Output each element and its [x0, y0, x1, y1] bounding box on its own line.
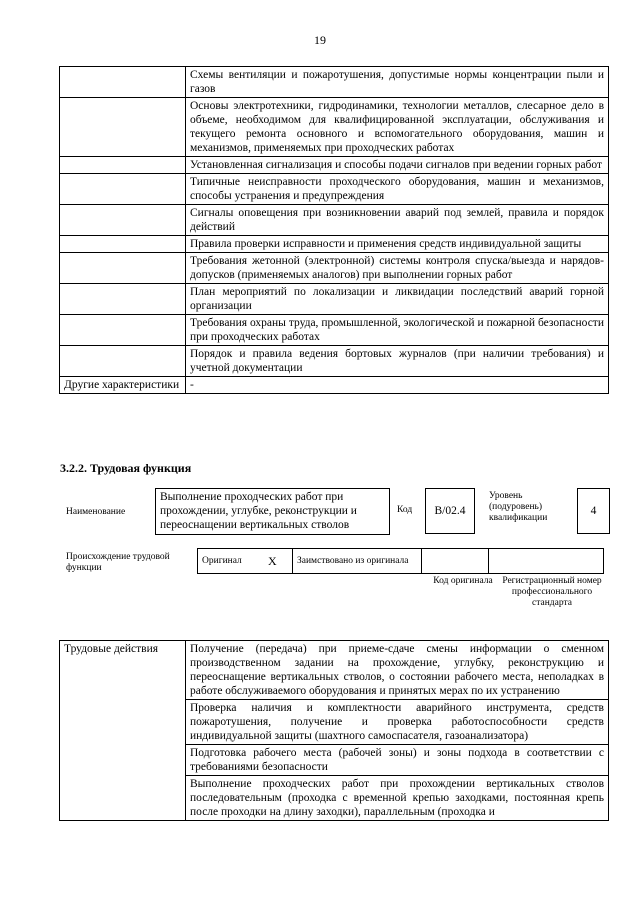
row-text: Схемы вентиляции и пожаротушения, допустимые нормы концентрации пыли и газов — [186, 67, 609, 98]
qualification-level-label: Уровень (подуровень) квалификации — [489, 491, 548, 523]
row-text: Требования жетонной (электронной) системы контроля спуска/выезда и нарядов-допусков (применяемых аналогов) при выполнении горных работ — [186, 253, 609, 284]
original-label: Оригинал — [198, 549, 265, 574]
borrowed-label: Заимствовано из оригинала — [293, 549, 422, 574]
table-row — [60, 641, 609, 700]
function-code-label: Код — [397, 505, 413, 515]
labor-action-item: Выполнение проходческих работ при прохождении вертикальных стволов последовательным (проходка с временной крепью заходками, постоянная крепь после проходки на длину заходки), параллельным (проходка и — [186, 776, 609, 821]
origin-label: Происхождение трудовой функции — [66, 552, 170, 573]
row-text: Порядок и правила ведения бортовых журналов (при наличии требования) и учетной документации — [186, 346, 609, 377]
function-name-label: Наименование — [66, 507, 126, 517]
row-text: Типичные неисправности проходческого оборудования, машин и механизмов, способы устранения и предупреждения — [186, 174, 609, 205]
function-name-value: Выполнение проходческих работ при прохождении, углубке, реконструкции и переоснащении вертикальных стволов — [155, 488, 390, 535]
function-code-value: В/02.4 — [425, 488, 475, 534]
section-title: 3.2.2. Трудовая функция — [60, 461, 192, 475]
row-label: Другие характеристики — [60, 377, 186, 394]
original-mark: X — [264, 549, 293, 574]
registration-number-caption: Регистрационный номер профессионального стандарта — [502, 576, 602, 608]
labor-actions-label: Трудовые действия — [60, 641, 186, 821]
labor-action-item: Получение (передача) при приеме-сдаче смены информации о сменном производственном задании на прохождение, углубку, реконструкцию и переоснащение вертикальных стволов, о состоянии рабочего места, неполадках в работе обслуживаемого оборудования и принятых мерах по их устранению — [186, 641, 609, 700]
row-text: Требования охраны труда, промышленной, экологической и пожарной безопасности при проходческих работах — [186, 315, 609, 346]
row-text: Сигналы оповещения при возникновении аварий под землей, правила и порядок действий — [186, 205, 609, 236]
labor-action-item: Проверка наличия и комплектности аварийного инструмента, средств пожаротушения, получение и проверка работоспособности средств индивидуальной защиты (шахтного самоспасателя, газоанализатора) — [186, 700, 609, 745]
original-code-caption: Код оригинала — [433, 576, 493, 586]
row-text: Правила проверки исправности и применения средств индивидуальной защиты — [186, 236, 609, 253]
row-text: Установленная сигнализация и способы подачи сигналов при ведении горных работ — [186, 157, 609, 174]
page-number: 19 — [314, 33, 326, 47]
labor-action-item: Подготовка рабочего места (рабочей зоны) и зоны подхода в соответствии с требованиями безопасности — [186, 745, 609, 776]
row-text: Основы электротехники, гидродинамики, технологии металлов, слесарное дело в объеме, необходимом для квалифицированной эксплуатации, обслуживания и текущего ремонта основного и вспомогательного оборудования, машин и механизмов, применяемых при проходческих работах — [186, 98, 609, 157]
row-text: План мероприятий по локализации и ликвидации последствий аварий горной организации — [186, 284, 609, 315]
labor-actions-table — [59, 640, 609, 821]
row-text: - — [186, 377, 609, 394]
qualification-level-value: 4 — [577, 488, 610, 534]
